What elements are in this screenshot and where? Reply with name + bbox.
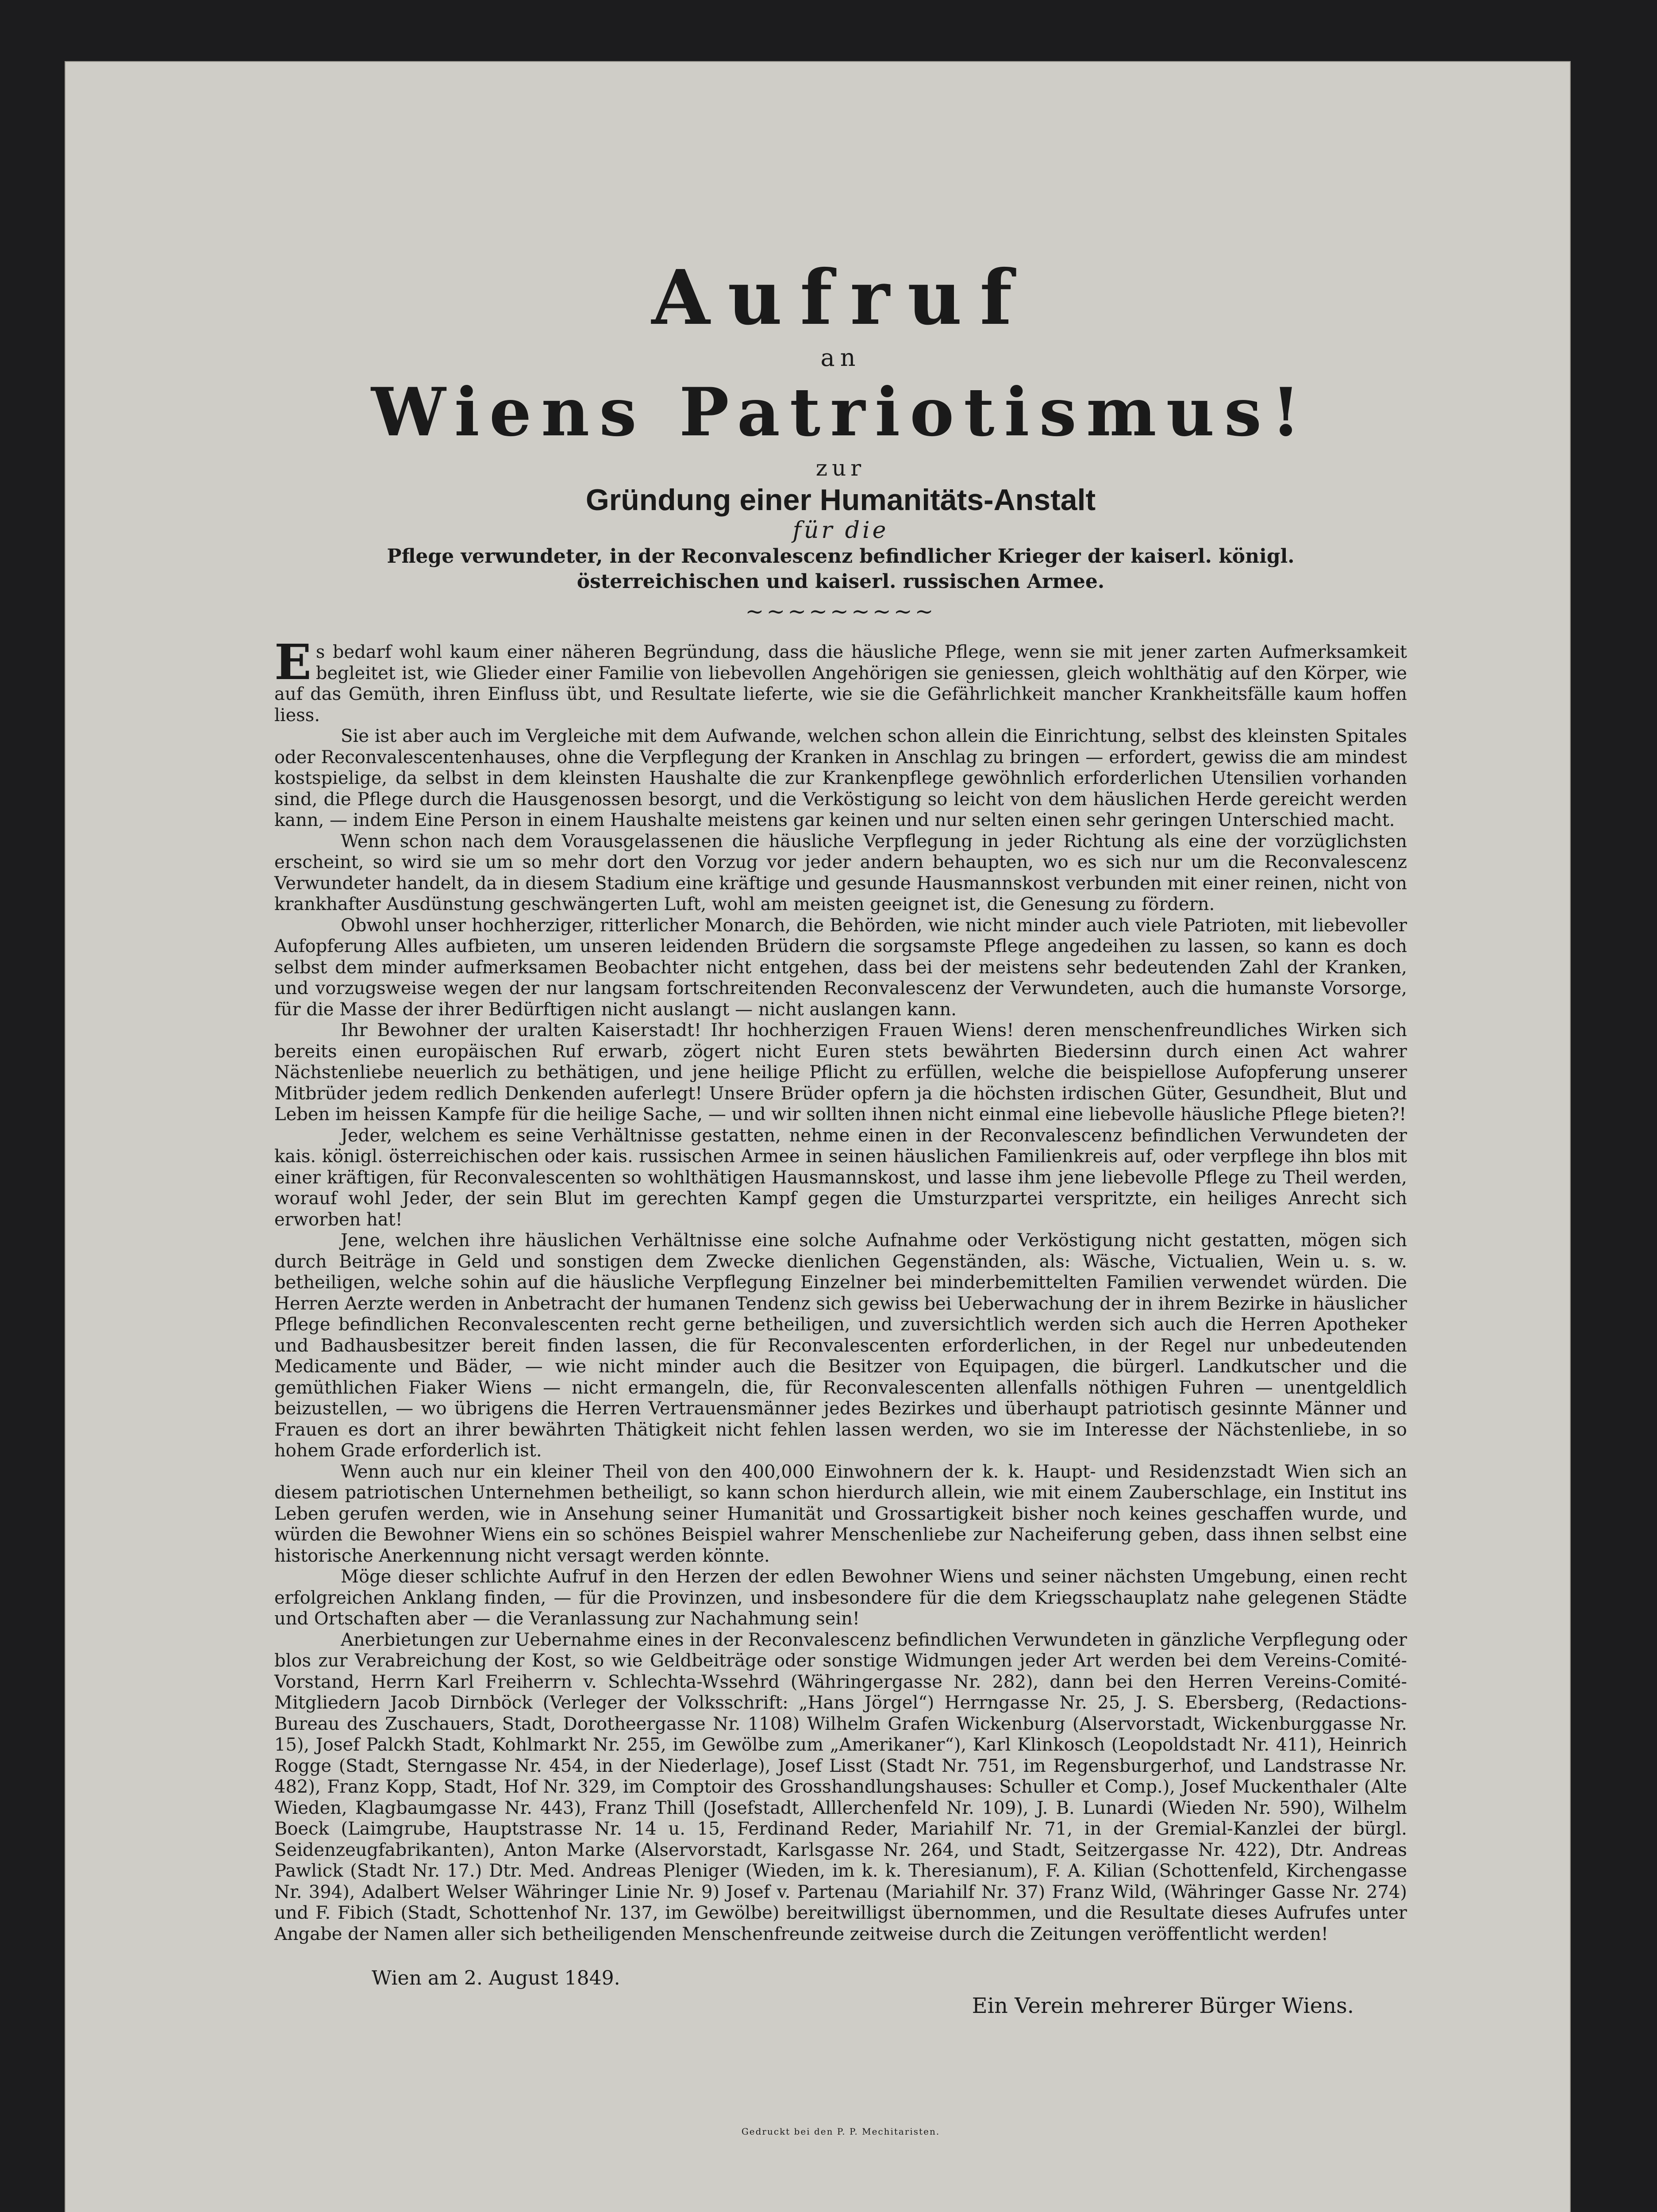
fuer-die-line: für die bbox=[792, 517, 889, 544]
poster-content bbox=[274, 253, 1407, 2137]
paragraph-9: Möge dieser schlichte Aufruf in den Herzen der edlen Bewohner Wiens und seiner nächsten Umgebung, einen recht erfolgreichen Anklang finden, — für die Provinzen, und insbesondere für die dem Kriegsschauplatz nahe gelegenen Städte und Ortschaften aber — die Veranlassung zur Nachahmung sein! bbox=[274, 1567, 1407, 1629]
paragraph-4: Obwohl unser hochherziger, ritterlicher Monarch, die Behörden, wie nicht minder auch viele Patrioten, mit liebevoller Aufopferung Alles aufbieten, um unseren leidenden Brüdern die sorgsamste Pflege angedeihen zu lassen, so kann es doch selbst dem minder aufmerksamen Beobachter nicht entgehen, dass bei der meistens sehr bedeutenden Zahl der Kranken, und vorzugsweise wegen der nur langsam fortschreitenden Reconvalescenz der Verwundeten, auch die humanste Vorsorge, für die Masse der ihrer Bedürftigen nicht auslangt — nicht auslangen kann. bbox=[274, 915, 1407, 1020]
paragraph-1-text: s bedarf wohl kaum einer näheren Begründung, dass die häusliche Pflege, wenn sie mit jener zarten Aufmerksamkeit begleitet ist, wie Glieder einer Familie von liebevollen Angehörigen sie geniessen, gleich wohlthätig auf den Körper, wie auf das Gemüth, ihren Einfluss übt, und Resultate lieferte, wie sie die Gefährlichkeit mancher Krankheitsfälle kaum hoffen liess. bbox=[274, 642, 1407, 726]
pflege-line-2: österreichischen und kaiserl. russischen Armee. bbox=[577, 570, 1105, 593]
pflege-line-1: Pflege verwundeter, in der Reconvalescenz befindlicher Krieger der kaiserl. königl. bbox=[387, 545, 1295, 568]
subtitle: Wiens Patriotismus! bbox=[371, 373, 1311, 451]
signature-row bbox=[274, 1967, 1407, 2024]
paragraph-2: Sie ist aber auch im Vergleiche mit dem Aufwande, welchen schon allein die Einrichtung, selbst des kleinsten Spitales oder Reconvalescentenhauses, ohne die Verpflegung der Kranken in Anschlag zu bringen — erfordert, gewiss die am mindest kostspielige, da selbst in dem kleinsten Haushalte die zur Krankenpflege gewöhnlich erforderlichen Utensilien vorhanden sind, die Pflege durch die Hausgenossen besorgt, und die Verköstigung so leicht von dem häuslichen Herde gereicht werden kann, — indem Eine Person in einem Haushalte meistens gar keinen und nur selten einen sehr geringen Unterschied macht. bbox=[274, 726, 1407, 831]
paragraph-8: Wenn auch nur ein kleiner Theil von den 400,000 Einwohnern der k. k. Haupt- und Residenzstadt Wien sich an diesem patriotischen Unternehmen betheiligt, so kann schon hierdurch allein, wie mit einem Zauberschlage, ein Institut ins Leben gerufen werden, wie in Ansehung seiner Humanität und Grossartigkeit bisher noch keines geschaffen wurde, und würden die Bewohner Wiens ein so schönes Beispiel wahrer Menschenliebe zur Nacheiferung geben, dass ihnen selbst eine historische Anerkennung nicht versagt werden könnte. bbox=[274, 1461, 1407, 1566]
paragraph-3: Wenn schon nach dem Vorausgelassenen die häusliche Verpflegung in jeder Richtung als eine der vorzüglichsten erscheint, so wird sie um so mehr dort den Vorzug vor jeder andern behaupten, wo es sich nur um die Reconvalescenz Verwundeter handelt, da in diesem Stadium eine kräftige und gesunde Hausmannskost verbunden mit einer reinen, nicht von krankhafter Ausdünstung geschwängerten Luft, wohl am meisten geeignet ist, die Genesung zu fördern. bbox=[274, 831, 1407, 915]
signature: Ein Verein mehrerer Bürger Wiens. bbox=[972, 1993, 1354, 2019]
dropcap: E bbox=[274, 634, 311, 691]
paragraph-5: Ihr Bewohner der uralten Kaiserstadt! Ihr hochherzigen Frauen Wiens! deren menschenfreundliches Wirken sich bereits einen europäischen Ruf erwarb, zögert nicht Euren stets bewährten Biedersinn durch einen Act wahrer Nächstenliebe neuerlich zu bethätigen, und jene heilige Pflicht zu erfüllen, welche die beispiellose Aufopferung unserer Mitbrüder jedem redlich Denkenden auferlegt! Unsere Brüder opfern ja die höchsten irdischen Güter, Gesundheit, Blut und Leben im heissen Kampfe für die heilige Sache, — und wir sollten ihnen nicht einmal eine liebevolle häusliche Pflege bieten?! bbox=[274, 1020, 1407, 1125]
subtitle-zur: zur bbox=[815, 455, 866, 481]
paragraph-1 bbox=[274, 634, 1407, 726]
ornament-divider: ~~~~~~~~~ bbox=[745, 599, 936, 625]
body-text bbox=[274, 634, 1407, 1945]
paragraph-6: Jeder, welchem es seine Verhältnisse gestatten, nehme einen in der Reconvalescenz befindlichen Verwundeten der kais. königl. österreichischen oder kais. russischen Armee in seinen häuslichen Familienkreis auf, oder verpflege ihn blos mit einer kräftigen, für Reconvalescenten so wohlthätigen Hausmannskost, und lasse ihm jene liebevolle Pflege zu Theil werden, worauf wohl Jeder, der sein Blut im gerechten Kampf gegen die Umsturzpartei verspritzte, ein heiliges Anrecht sich erworben hat! bbox=[274, 1125, 1407, 1230]
title: Aufruf bbox=[651, 253, 1030, 342]
paragraph-10: Anerbietungen zur Uebernahme eines in der Reconvalescenz befindlichen Verwundeten in gänzliche Verpflegung oder blos zur Verabreichung der Kost, so wie Geldbeiträge oder sonstige Widmungen jeder Art werden bei dem Vereins-Comité-Vorstand, Herrn Karl Freiherrn v. Schlechta-Wssehrd (Währingergasse Nr. 282), dann bei den Herren Vereins-Comité-Mitgliedern Jacob Dirnböck (Verleger der Volksschrift: „Hans Jörgel“) Herrngasse Nr. 25, J. S. Ebersberg, (Redactions-Bureau des Zuschauers, Stadt, Dorotheergasse Nr. 1108) Wilhelm Grafen Wickenburg (Alservorstadt, Wickenburggasse Nr. 15), Josef Palckh Stadt, Kohlmarkt Nr. 255, im Gewölbe zum „Amerikaner“), Karl Klinkosch (Leopoldstadt Nr. 411), Heinrich Rogge (Stadt, Sterngasse Nr. 454, in der Niederlage), Josef Lisst (Stadt Nr. 751, im Regensburgerhof, und Landstrasse Nr. 482), Franz Kopp, Stadt, Hof Nr. 329, im Comptoir des Grosshandlungshauses: Schuller et Comp.), Josef Muckenthaler (Alte Wieden, Klagbaumgasse Nr. 443), Franz Thill (Josefstadt, Alllerchenfeld Nr. 109), J. B. Lunardi (Wieden Nr. 590), Wilhelm Boeck (Laimgrube, Hauptstrasse Nr. 14 u. 15, Ferdinand Reder, Mariahilf Nr. 71, in der Gremial-Kanzlei der bürgl. Seidenzeugfabrikanten), Anton Marke (Alservorstadt, Karlsgasse Nr. 264, und Stadt, Seitzergasse Nr. 422), Dtr. Andreas Pawlick (Stadt Nr. 17.) Dtr. Med. Andreas Pleniger (Wieden, im k. k. Theresianum), F. A. Kilian (Schottenfeld, Kirchengasse Nr. 394), Adalbert Welser Währinger Linie Nr. 9) Josef v. Partenau (Mariahilf Nr. 37) Franz Wild, (Währinger Gasse Nr. 274) und F. Fibich (Stadt, Schottenhof Nr. 137, im Gewölbe) bereitwilligst übernommen, und die Resultate dieses Aufrufes unter Angabe der Namen aller sich betheiligenden Menschenfreunde zeitweise durch die Zeitungen veröffentlicht werden! bbox=[274, 1629, 1407, 1944]
gruendung-heading: Gründung einer Humanitäts-Anstalt bbox=[585, 483, 1096, 517]
date-line: Wien am 2. August 1849. bbox=[372, 1967, 620, 1990]
printer-imprint: Gedruckt bei den P. P. Mechitaristen. bbox=[741, 2126, 940, 2137]
title-an: an bbox=[820, 344, 861, 372]
paragraph-7: Jene, welchen ihre häuslichen Verhältnisse eine solche Aufnahme oder Verköstigung nicht gestatten, mögen sich durch Beiträge in Geld und sonstigen dem Zwecke dienlichen Gegenständen, als: Wäsche, Victualien, Wein u. s. w. betheiligen, welche sohin auf die häusliche Verpflegung Einzelner bei minderbemittelten Familien verwendet würden. Die Herren Aerzte werden in Anbetracht der humanen Tendenz sich gewiss bei Ueberwachung der in ihrem Bezirke in häuslicher Pflege befindlichen Reconvalescenten recht gerne betheiligen, und zuversichtlich werden sich auch die Herren Apotheker und Badhausbesitzer bereit finden lassen, die für Reconvalescenten erforderlichen, in der Regel nur unbedeutenden Medicamente und Bäder, — wie nicht minder auch die Besitzer von Equipagen, die bürgerl. Landkutscher und die gemüthlichen Fiaker Wiens — nicht ermangeln, die, für Reconvalescenten allenfalls nöthigen Fuhren — unentgeldlich beizustellen, — wo übrigens die Herren Vertrauensmänner jedes Bezirkes und überhaupt patriotisch gesinnte Männer und Frauen es dort an ihrer bewährten Thätigkeit nicht fehlen lassen werden, wo sie im Interesse der Nächstenliebe, in so hohem Grade erforderlich ist. bbox=[274, 1230, 1407, 1461]
header bbox=[274, 253, 1407, 625]
